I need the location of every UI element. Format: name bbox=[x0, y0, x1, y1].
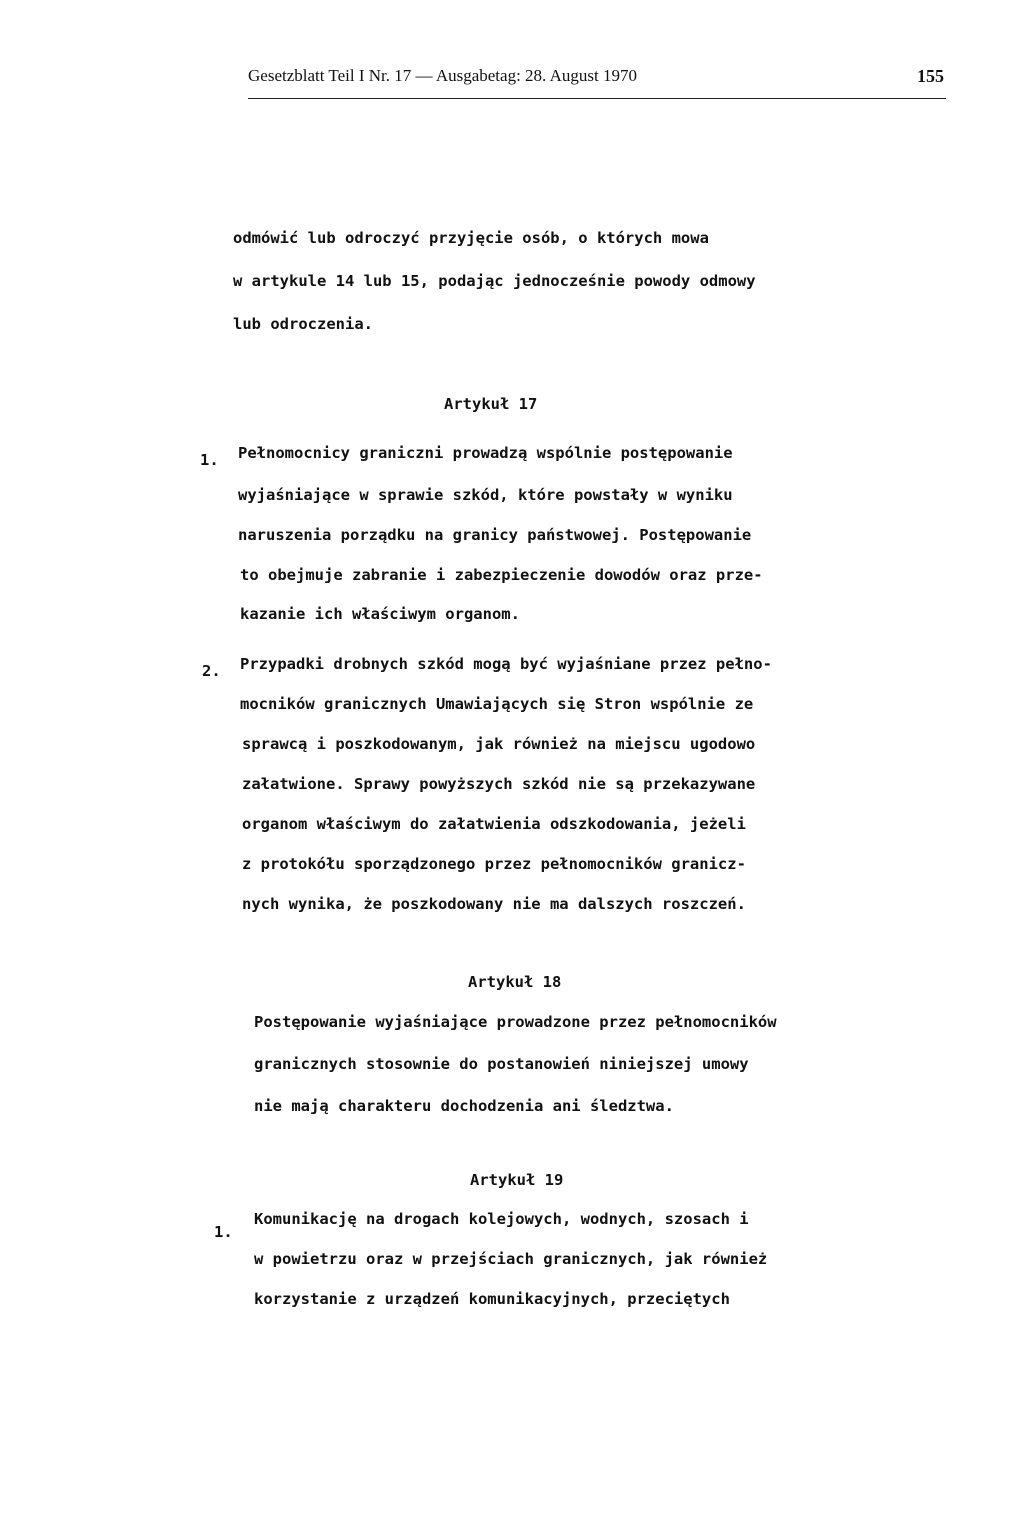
paragraph-number: 1. bbox=[200, 451, 219, 469]
text-line: korzystanie z urządzeń komunikacyjnych, przeciętych bbox=[254, 1290, 730, 1308]
text-line: załatwione. Sprawy powyższych szkód nie są przekazywane bbox=[242, 775, 756, 793]
text-line: to obejmuje zabranie i zabezpieczenie dowodów oraz prze- bbox=[240, 566, 763, 584]
header-title: Gesetzblatt Teil I Nr. 17 — Ausgabetag: 28. August 1970 bbox=[248, 66, 637, 85]
text-line: Postępowanie wyjaśniające prowadzone przez pełnomocników bbox=[254, 1013, 777, 1031]
text-line: naruszenia porządku na granicy państwowej. Postępowanie bbox=[238, 526, 752, 544]
text-line: z protokółu sporządzonego przez pełnomocników granicz- bbox=[242, 855, 746, 873]
text-line: sprawcą i poszkodowanym, jak również na miejscu ugodowo bbox=[242, 735, 756, 753]
text-line: organom właściwym do załatwienia odszkodowania, jeżeli bbox=[242, 815, 746, 833]
text-line: granicznych stosownie do postanowień niniejszej umowy bbox=[254, 1055, 749, 1073]
text-line: wyjaśniające w sprawie szkód, które powstały w wyniku bbox=[238, 486, 733, 504]
text-line: Przypadki drobnych szkód mogą być wyjaśniane przez pełno- bbox=[240, 655, 772, 673]
article-17-heading: Artykuł 17 bbox=[444, 395, 538, 413]
text-line: w artykule 14 lub 15, podając jednocześnie powody odmowy bbox=[233, 272, 756, 290]
page-header bbox=[248, 66, 948, 94]
text-line: w powietrzu oraz w przejściach granicznych, jak również bbox=[254, 1250, 768, 1268]
paragraph-number: 2. bbox=[202, 662, 221, 680]
article-18-heading: Artykuł 18 bbox=[468, 973, 562, 991]
text-line: Pełnomocnicy graniczni prowadzą wspólnie postępowanie bbox=[238, 444, 733, 462]
text-line: nie mają charakteru dochodzenia ani śledztwa. bbox=[254, 1097, 674, 1115]
header-rule bbox=[248, 98, 946, 99]
text-line: lub odroczenia. bbox=[233, 315, 373, 333]
page-number: 155 bbox=[917, 66, 944, 86]
text-line: nych wynika, że poszkodowany nie ma dalszych roszczeń. bbox=[242, 895, 746, 913]
article-19-heading: Artykuł 19 bbox=[470, 1171, 564, 1189]
text-line: kazanie ich właściwym organom. bbox=[240, 605, 520, 623]
paragraph-number: 1. bbox=[214, 1223, 233, 1241]
text-line: Komunikację na drogach kolejowych, wodnych, szosach i bbox=[254, 1210, 749, 1228]
text-line: mocników granicznych Umawiających się Stron wspólnie ze bbox=[240, 695, 754, 713]
text-line: odmówić lub odroczyć przyjęcie osób, o których mowa bbox=[233, 229, 709, 247]
